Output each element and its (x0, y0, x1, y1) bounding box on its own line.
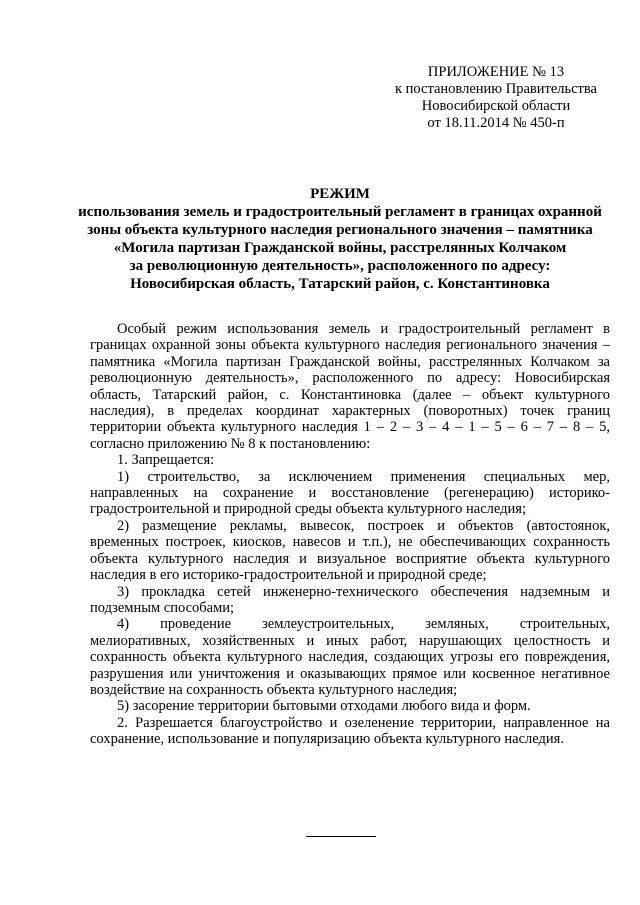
list-item: 2) размещение рекламы, вывесок, построек и объектов (автостоянок, временных построек, киосков, навесов и т.п.), не обеспечивающих сохранность объекта культурного наследия и визуальное восприятие объекта культурного наследия в его историко-градостроительной и природной среде; (90, 517, 610, 584)
list-item: 5) засорение территории бытовыми отходами любого вида и форм. (117, 698, 531, 715)
title-line: «Могила партизан Гражданской войны, расстрелянных Колчаком (113, 240, 567, 256)
list-item: 1) строительство, за исключением применения специальных мер, направленных на сохранение и восстановление (регенерацию) историко- градостроительной и природной среды объекта культурного наследия; (90, 468, 610, 518)
title-heading: РЕЖИМ (310, 186, 370, 202)
allowed-paragraph: 2. Разрешается благоустройство и озеленение территории, направленное на сохранение, использование и популяризацию объекта культурного наследия. (90, 714, 610, 748)
list-item: 3) прокладка сетей инженерно-технического обеспечения надземным и подземным способами; (90, 583, 610, 616)
title-line: использования земель и градостроительный регламент в границах охранной (78, 204, 602, 220)
annex-resolution: к постановлению Правительства (395, 81, 597, 97)
annex-date: от 18.11.2014 № 450-п (427, 115, 565, 131)
document-body (90, 321, 610, 748)
title-line: за революционную деятельность», расположенного по адресу: (129, 258, 551, 274)
annex-region: Новосибирской области (421, 98, 571, 114)
annex-header (380, 64, 612, 132)
annex-number: ПРИЛОЖЕНИЕ № 13 (427, 64, 565, 80)
list-item: 4) проведение землеустроительных, земляных, строительных, мелиоративных, хозяйственных и иных работ, нарушающих целостность и сохранность объекта культурного наследия, создающих угрозы его повреждения, разрушения или уничтожения и оказывающих прямое или косвенное негативное воздействие на сохранность объекта культурного наследия; (90, 616, 610, 698)
prohibited-heading: 1. Запрещается: (117, 452, 215, 469)
document-title (70, 185, 610, 293)
title-line: Новосибирская область, Татарский район, с. Константиновка (130, 276, 550, 292)
title-line: зоны объекта культурного наследия регионального значения – памятника (87, 222, 593, 238)
intro-paragraph: Особый режим использования земель и градостроительный регламент в границах охранной зоны объекта культурного наследия регионального значения – памятника «Могила партизан Гражданской войны, расстрелянных Колчаком за революционную деятельность», расположенного по адресу: Новосибирская область, Татарский район, с. Константиновка (далее – объект культурного наследия), в пределах координат характерных (поворотных) точек границ территории объекта культурного наследия 1 – 2 – 3 – 4 – 1 – 5 – 6 – 7 – 8 – 5, согласно приложению № 8 к постановлению: (90, 321, 610, 452)
divider (306, 836, 376, 837)
